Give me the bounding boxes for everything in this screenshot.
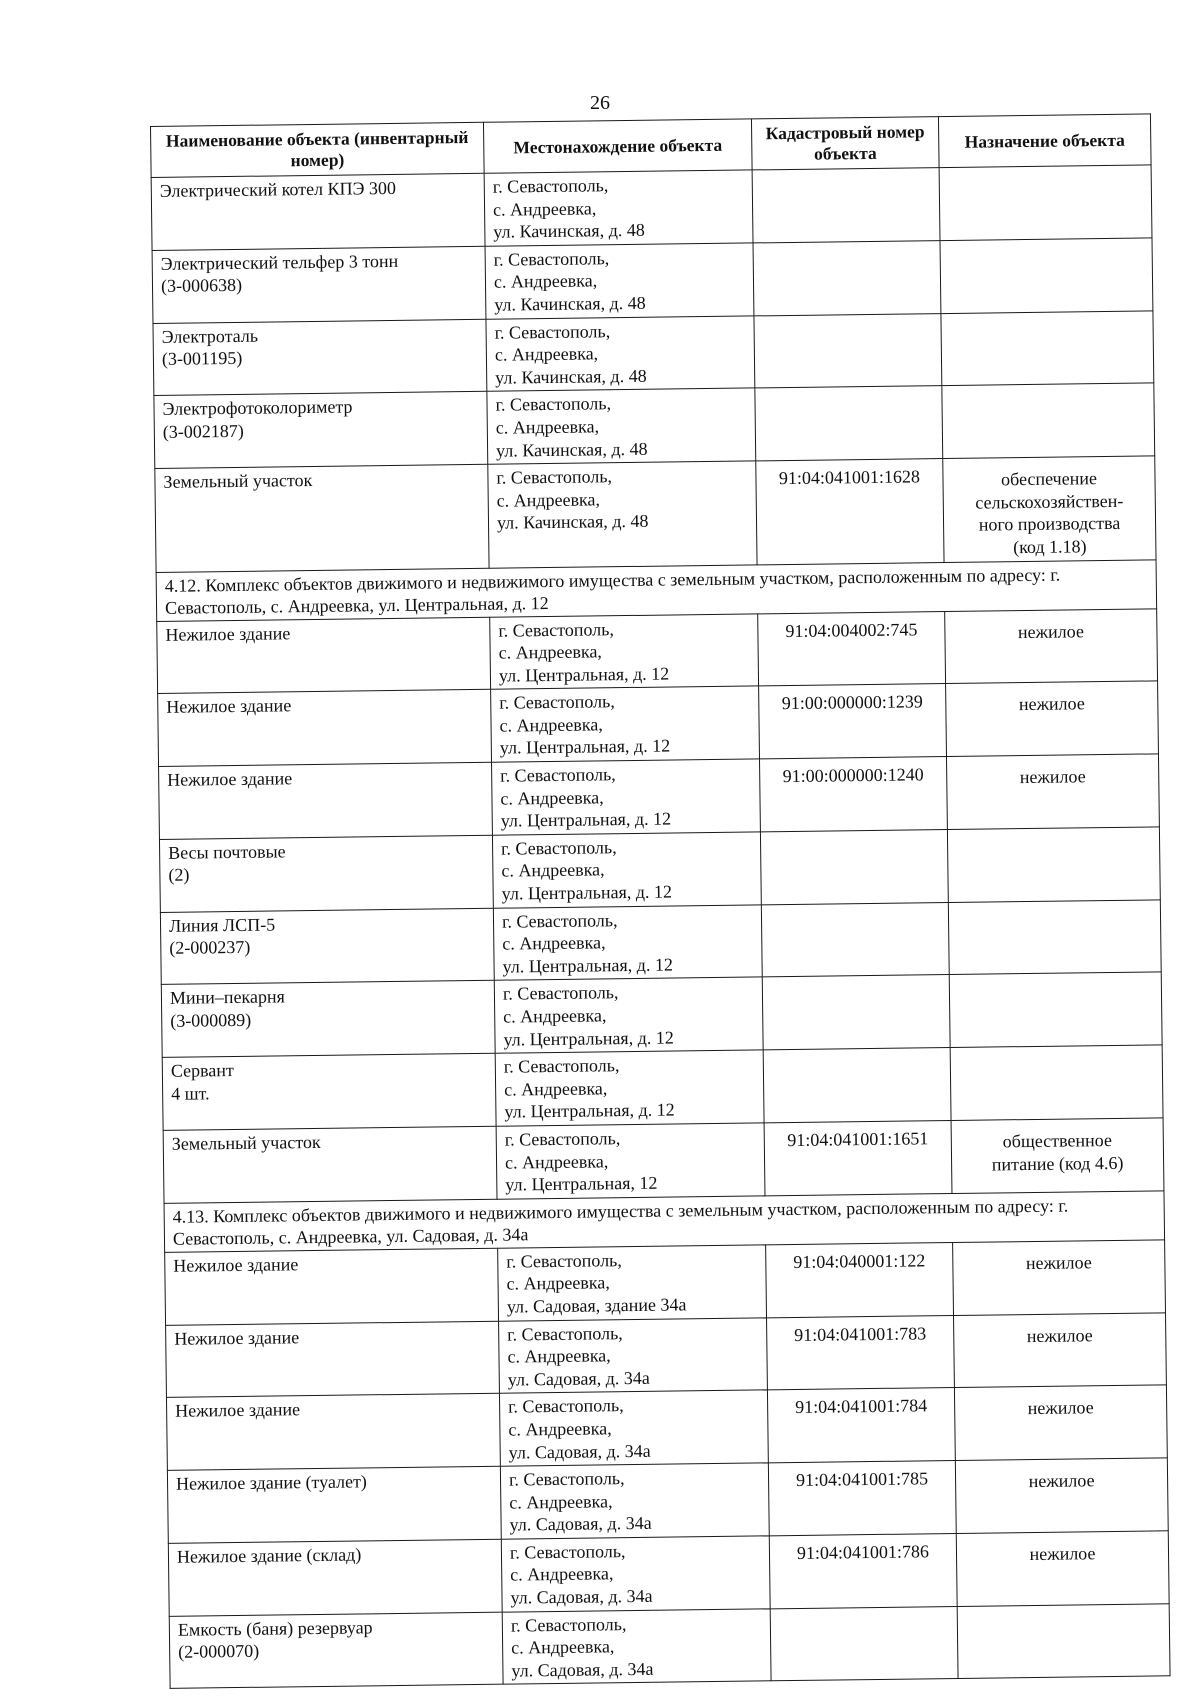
purpose-cell (941, 310, 1154, 385)
object-name-cell: Нежилое здание (166, 1394, 500, 1471)
cadastral-number-cell: 91:04:041001:786 (769, 1533, 957, 1608)
location-cell: г. Севастополь, с. Андреевка, ул. Качинская, д. 48 (486, 315, 755, 391)
table-body (151, 165, 1170, 1689)
object-name-cell: Электрофотоколориметр (3-002187) (154, 392, 488, 469)
location-cell: г. Севастополь, с. Андреевка, ул. Центральная, д. 12 (491, 686, 760, 762)
cadastral-number-cell (762, 975, 950, 1050)
table-row (155, 456, 1156, 572)
cadastral-number-cell (753, 240, 941, 315)
cadastral-number-cell (760, 829, 948, 904)
object-name-cell: Весы почтовые (2) (159, 835, 493, 912)
table-row (157, 608, 1158, 693)
purpose-cell: общественное питание (код 4.6) (951, 1118, 1164, 1193)
purpose-cell: нежилое (945, 608, 1158, 683)
table-row (159, 754, 1160, 839)
object-name-cell: Нежилое здание (157, 617, 491, 694)
purpose-cell: нежилое (956, 1531, 1169, 1606)
object-name-cell: Электрический тельфер 3 тонн (3-000638) (152, 246, 486, 323)
location-cell: г. Севастополь, с. Андреевка, ул. Садовая, д. 34а (502, 1608, 771, 1684)
object-name-cell: Мини–пекарня (3-000089) (161, 981, 495, 1058)
cadastral-number-cell (763, 1048, 951, 1123)
location-cell: г. Севастополь, с. Андреевка, ул. Качинская, д. 48 (488, 461, 757, 568)
purpose-cell (940, 238, 1153, 313)
object-name-cell: Нежилое здание (166, 1321, 500, 1398)
table-row (168, 1531, 1169, 1616)
cadastral-number-cell: 91:00:000000:1240 (760, 757, 948, 832)
location-cell: г. Севастополь, с. Андреевка, ул. Центральная, д. 12 (494, 977, 763, 1053)
section-heading: 4.13. Комплекс объектов движимого и недвижимого имущества с земельным участком, расположенным по адресу: г. Севастополь, с. Андреевка, ул. Садовая, д. 34а (164, 1191, 1165, 1253)
location-cell: г. Севастополь, с. Андреевка, ул. Центральная, д. 12 (492, 759, 761, 835)
cadastral-number-cell (754, 313, 942, 388)
table-row (165, 1240, 1166, 1325)
table-row (167, 1458, 1168, 1543)
purpose-cell: нежилое (953, 1240, 1166, 1315)
location-cell: г. Севастополь, с. Андреевка, ул. Садовая, здание 34а (498, 1245, 767, 1321)
table-row (163, 1118, 1164, 1203)
purpose-cell (948, 899, 1161, 974)
object-name-cell: Нежилое здание (склад) (168, 1539, 502, 1616)
location-cell: г. Севастополь, с. Андреевка, ул. Садовая, д. 34а (501, 1536, 770, 1612)
cadastral-number-cell: 91:04:041001:1651 (764, 1120, 952, 1195)
location-cell: г. Севастополь, с. Андреевка, ул. Центральная, д. 12 (493, 905, 762, 981)
cadastral-number-cell (755, 386, 943, 461)
location-cell: г. Севастополь, с. Андреевка, ул. Качинская, д. 48 (485, 243, 754, 319)
cadastral-number-cell: 91:04:041001:784 (767, 1388, 955, 1463)
header-name: Наименование объекта (инвентарный номер) (151, 122, 485, 177)
table-row (169, 1603, 1170, 1688)
purpose-cell: нежилое (954, 1385, 1167, 1460)
cadastral-number-cell: 91:00:000000:1239 (759, 684, 947, 759)
table-row (166, 1385, 1167, 1470)
cadastral-number-cell: 91:04:004002:745 (758, 611, 946, 686)
table-row (153, 310, 1154, 395)
location-cell: г. Севастополь, с. Андреевка, ул. Центральная, д. 12 (490, 613, 759, 689)
cadastral-number-cell (761, 902, 949, 977)
object-name-cell: Нежилое здание (165, 1248, 499, 1325)
table-row (162, 1045, 1163, 1130)
object-name-cell: Емкость (баня) резервуар (2-000070) (169, 1612, 503, 1689)
location-cell: г. Севастополь, с. Андреевка, ул. Качинская, д. 48 (484, 170, 753, 246)
header-cadastral: Кадастровый номер объекта (751, 117, 939, 170)
cadastral-number-cell: 91:04:041001:785 (768, 1461, 956, 1536)
object-name-cell: Нежилое здание (159, 762, 493, 839)
purpose-cell (957, 1603, 1170, 1678)
object-name-cell: Линия ЛСП-5 (2-000237) (160, 908, 494, 985)
table-row (166, 1312, 1167, 1397)
section-heading: 4.12. Комплекс объектов движимого и недвижимого имущества с земельным участком, расположенным по адресу: г. Севастополь, с. Андреевка, ул. Центральная, д. 12 (156, 559, 1157, 621)
object-name-cell: Нежилое здание (158, 690, 492, 767)
cadastral-number-cell (752, 168, 940, 243)
location-cell: г. Севастополь, с. Андреевка, ул. Садовая, д. 34а (499, 1317, 768, 1393)
page-number: 26 (590, 92, 610, 114)
purpose-cell: нежилое (954, 1312, 1167, 1387)
purpose-cell: нежилое (946, 754, 1159, 829)
table-row (161, 972, 1162, 1057)
purpose-cell (950, 1045, 1163, 1120)
object-name-cell: Электрический котел КПЭ 300 (151, 173, 485, 250)
location-cell: г. Севастополь, с. Андреевка, ул. Садовая, д. 34а (500, 1463, 769, 1539)
object-name-cell: Земельный участок (155, 464, 489, 572)
location-cell: г. Севастополь, с. Андреевка, ул. Качинская, д. 48 (487, 388, 756, 464)
header-purpose: Назначение объекта (938, 114, 1151, 168)
cadastral-number-cell: 91:04:040001:122 (766, 1242, 954, 1317)
purpose-cell (949, 972, 1162, 1047)
purpose-cell: нежилое (955, 1458, 1168, 1533)
location-cell: г. Севастополь, с. Андреевка, ул. Садовая, д. 34а (499, 1390, 768, 1466)
property-table (150, 113, 1171, 1689)
cadastral-number-cell (770, 1606, 958, 1681)
object-name-cell: Электроталь (3-001195) (153, 319, 487, 396)
cadastral-number-cell: 91:04:041001:783 (767, 1315, 955, 1390)
object-name-cell: Нежилое здание (туалет) (167, 1466, 501, 1543)
table-row (152, 238, 1153, 323)
cadastral-number-cell: 91:04:041001:1628 (756, 459, 944, 565)
table-row (154, 383, 1155, 468)
table-row (151, 165, 1152, 250)
header-location: Местонахождение объекта (483, 119, 752, 173)
property-table-wrapper (150, 113, 1170, 1689)
location-cell: г. Севастополь, с. Андреевка, ул. Центральная, д. 12 (495, 1050, 764, 1126)
table-row (159, 827, 1160, 912)
object-name-cell: Сервант 4 шт. (162, 1053, 496, 1130)
purpose-cell: нежилое (946, 681, 1159, 756)
table-row (160, 899, 1161, 984)
purpose-cell (939, 165, 1152, 240)
purpose-cell (947, 827, 1160, 902)
purpose-cell (942, 383, 1155, 458)
location-cell: г. Севастополь, с. Андреевка, ул. Центральная, д. 12 (492, 832, 761, 908)
purpose-cell: обеспечение сельскохозяйствен- ного производства (код 1.18) (943, 456, 1156, 562)
location-cell: г. Севастополь, с. Андреевка, ул. Центральная, 12 (496, 1123, 765, 1199)
table-row (158, 681, 1159, 766)
object-name-cell: Земельный участок (163, 1126, 497, 1203)
